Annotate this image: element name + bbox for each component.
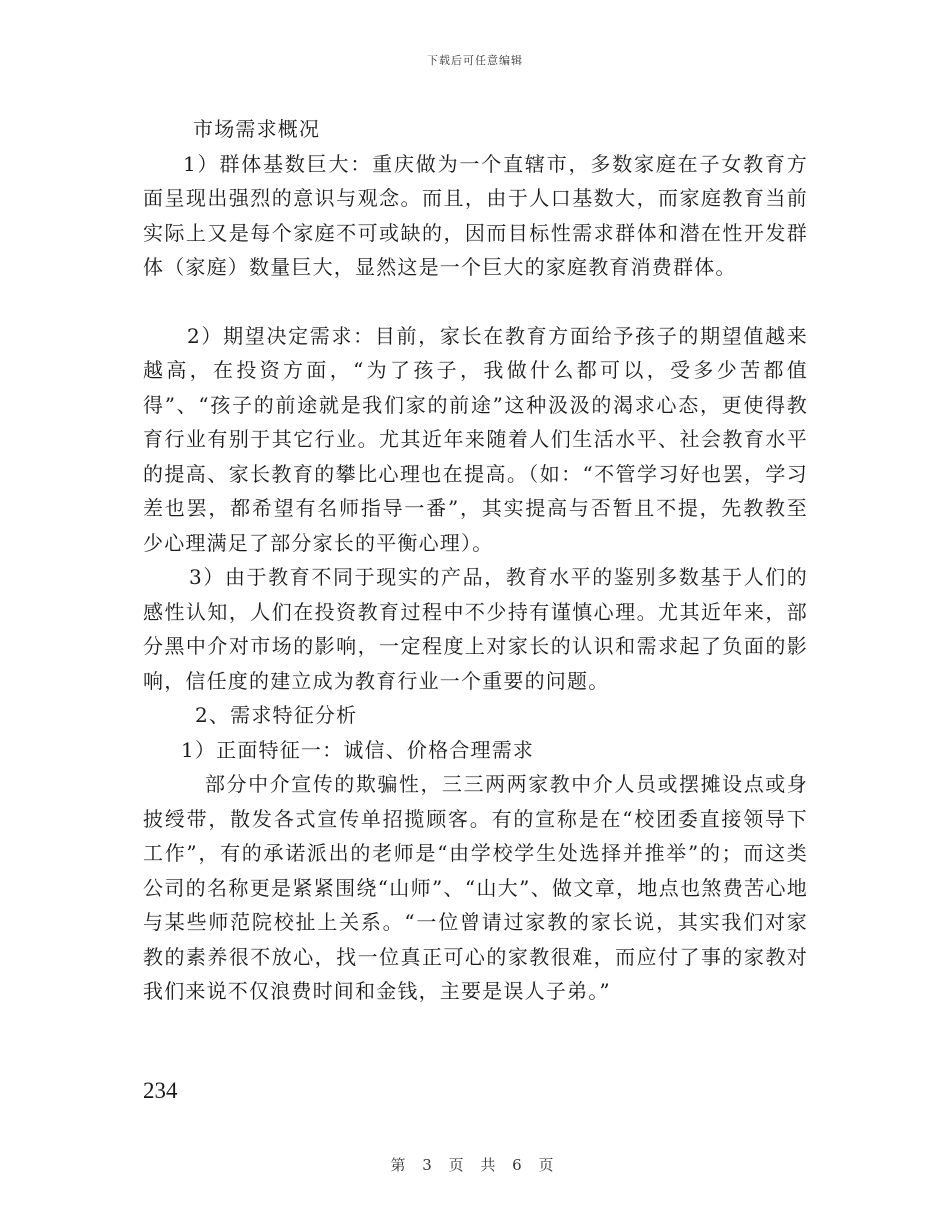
page-number: 234 — [143, 1078, 178, 1103]
header-note: 下载后可任意编辑 — [427, 54, 523, 67]
section-2-title: 2、需求特征分析 — [195, 703, 358, 727]
paragraph-trust: 3）由于教育不同于现实的产品，教育水平的鉴别多数基于人们的感性认知，人们在投资教育过程中不少持有谨慎心理。尤其近年来，部分黑中介对市场的影响，一定程度上对家长的认识和需求起了负面的影响，信任度的建立成为教育行业一个重要的问题。 — [143, 565, 808, 693]
document-body — [143, 112, 808, 1009]
paragraph-group-size: 1）群体基数巨大：重庆做为一个直辖市，多数家庭在子女教育方面呈现出强烈的意识与观念。而且，由于人口基数大，而家庭教育当前实际上又是每个家庭不可或缺的，因而目标性需求群体和潜在性开发群体（家庭）数量巨大，显然这是一个巨大的家庭教育消费群体。 — [143, 151, 808, 279]
section-title: 市场需求概况 — [193, 117, 321, 141]
page-footer: 第 3 页 共 6 页 — [390, 1156, 560, 1174]
paragraph-agency-deception: 部分中介宣传的欺骗性，三三两两家教中介人员或摆摊设点或身披绶带，散发各式宣传单招揽顾客。有的宣称是在“校团委直接领导下工作”，有的承诺派出的老师是“由学校学生处选择并推举”的；而这类公司的名称更是紧紧围绕“山师”、“山大”、做文章，地点也煞费苦心地与某些师范院校扯上关系。“一位曾请过家教的家长说，其实我们对家教的素养很不放心，找一位真正可心的家教很难，而应付了事的家教对我们来说不仅浪费时间和金钱，主要是误人子弟。” — [143, 772, 808, 1003]
paragraph-expectation: 2）期望决定需求：目前，家长在教育方面给予孩子的期望值越来越高，在投资方面，“为了孩子，我做什么都可以，受多少苦都值得”、“孩子的前途就是我们家的前途”这种汲汲的渴求心态，更使得教育行业有别于其它行业。尤其近年来随着人们生活水平、社会教育水平的提高、家长教育的攀比心理也在提高。（如：“不管学习好也罢，学习差也罢，都希望有名师指导一番”，其实提高与否暂且不提，先教教至少心理满足了部分家长的平衡心理）。 — [143, 323, 808, 555]
paragraph-spacer — [143, 285, 808, 319]
feature-1-title: 1）正面特征一：诚信、价格合理需求 — [181, 737, 535, 762]
